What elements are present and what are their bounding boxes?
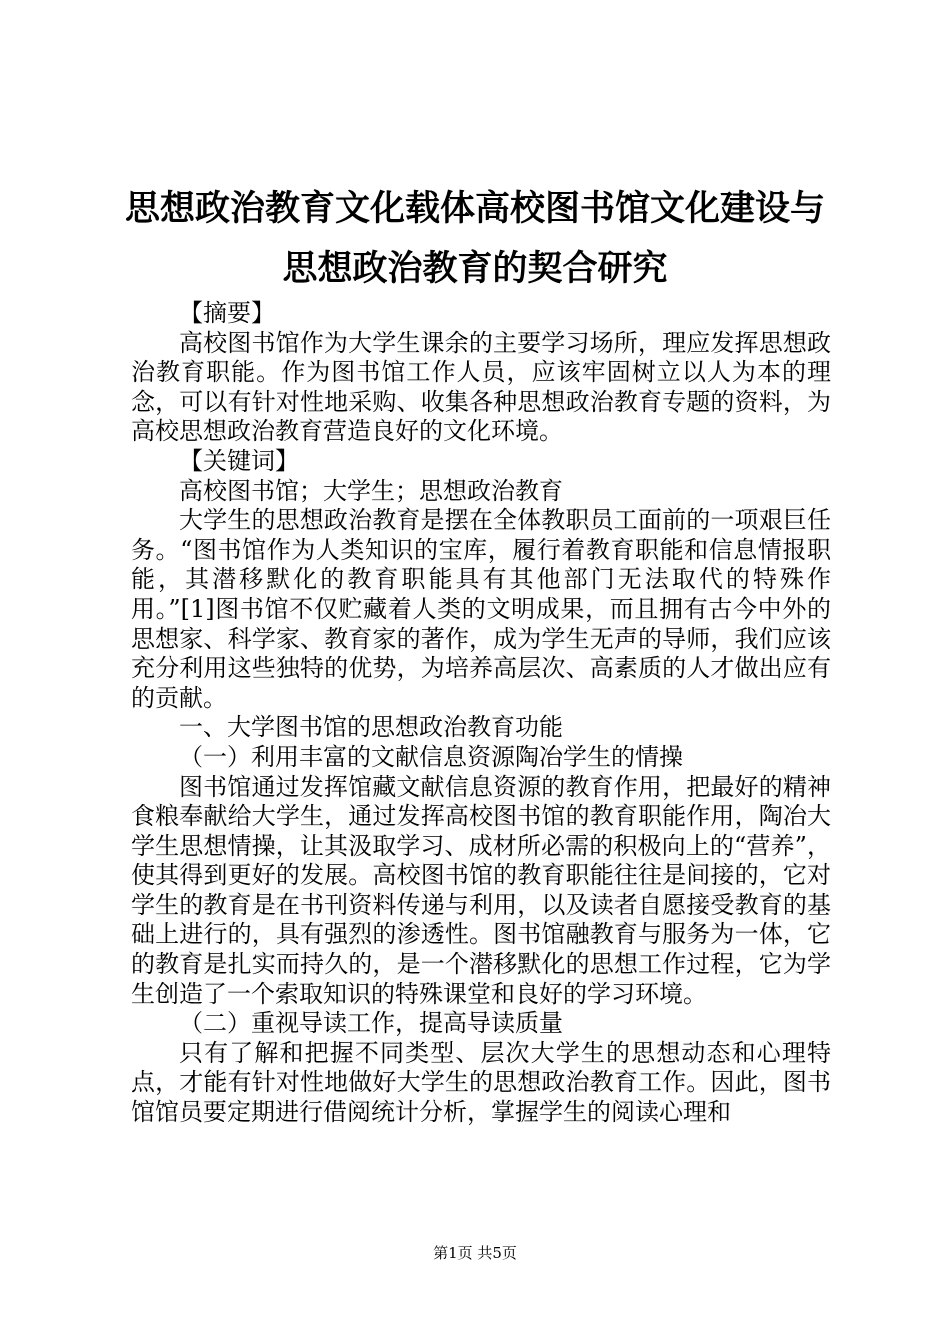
subsection-1-heading: （一）利用丰富的文献信息资源陶冶学生的情操: [179, 742, 683, 771]
subsection-2-heading: （二）重视导读工作，提高导读质量: [179, 1009, 563, 1038]
document-title-line-2: 思想政治教育的契合研究: [282, 249, 668, 289]
keywords-paragraph: 高校图书馆；大学生；思想政治教育: [179, 476, 563, 505]
abstract-heading: 【摘要】: [179, 299, 275, 327]
page-number-footer: 第1页 共5页: [433, 1244, 517, 1262]
keywords-heading: 【关键词】: [179, 446, 299, 475]
abstract-paragraph: 高校图书馆作为大学生课余的主要学习场所，理应发挥思想政治教育职能。作为图书馆工作人员，应该牢固树立以人为本的理念，可以有针对性地采购、收集各种思想政治教育专题的资料，为高校思想政治教育营造良好的文化环境。: [131, 328, 831, 446]
section-1-heading: 一、大学图书馆的思想政治教育功能: [179, 713, 563, 742]
intro-paragraph: 大学生的思想政治教育是摆在全体教职员工面前的一项艰巨任务。“图书馆作为人类知识的宝库，履行着教育职能和信息情报职能，其潜移默化的教育职能具有其他部门无法取代的特殊作用。”[1]图书馆不仅贮藏着人类的文明成果，而且拥有古今中外的思想家、科学家、教育家的著作，成为学生无声的导师，我们应该充分利用这些独特的优势，为培养高层次、高素质的人才做出应有的贡献。: [131, 506, 831, 712]
document-title-line-1: 思想政治教育文化载体高校图书馆文化建设与: [124, 189, 825, 229]
subsection-2-paragraph: 只有了解和把握不同类型、层次大学生的思想动态和心理特点，才能有针对性地做好大学生的思想政治教育工作。因此，图书馆馆员要定期进行借阅统计分析，掌握学生的阅读心理和: [131, 1038, 831, 1127]
subsection-1-paragraph: 图书馆通过发挥馆藏文献信息资源的教育作用，把最好的精神食粮奉献给大学生，通过发挥高校图书馆的教育职能作用，陶冶大学生思想情操，让其汲取学习、成材所必需的积极向上的“营养”，使其得到更好的发展。高校图书馆的教育职能往往是间接的，它对学生的教育是在书刊资料传递与利用，以及读者自愿接受教育的基础上进行的，具有强烈的渗透性。图书馆融教育与服务为一体，它的教育是扎实而持久的，是一个潜移默化的思想工作过程，它为学生创造了一个索取知识的特殊课堂和良好的学习环境。: [131, 772, 831, 1008]
document-body: [131, 299, 831, 1128]
